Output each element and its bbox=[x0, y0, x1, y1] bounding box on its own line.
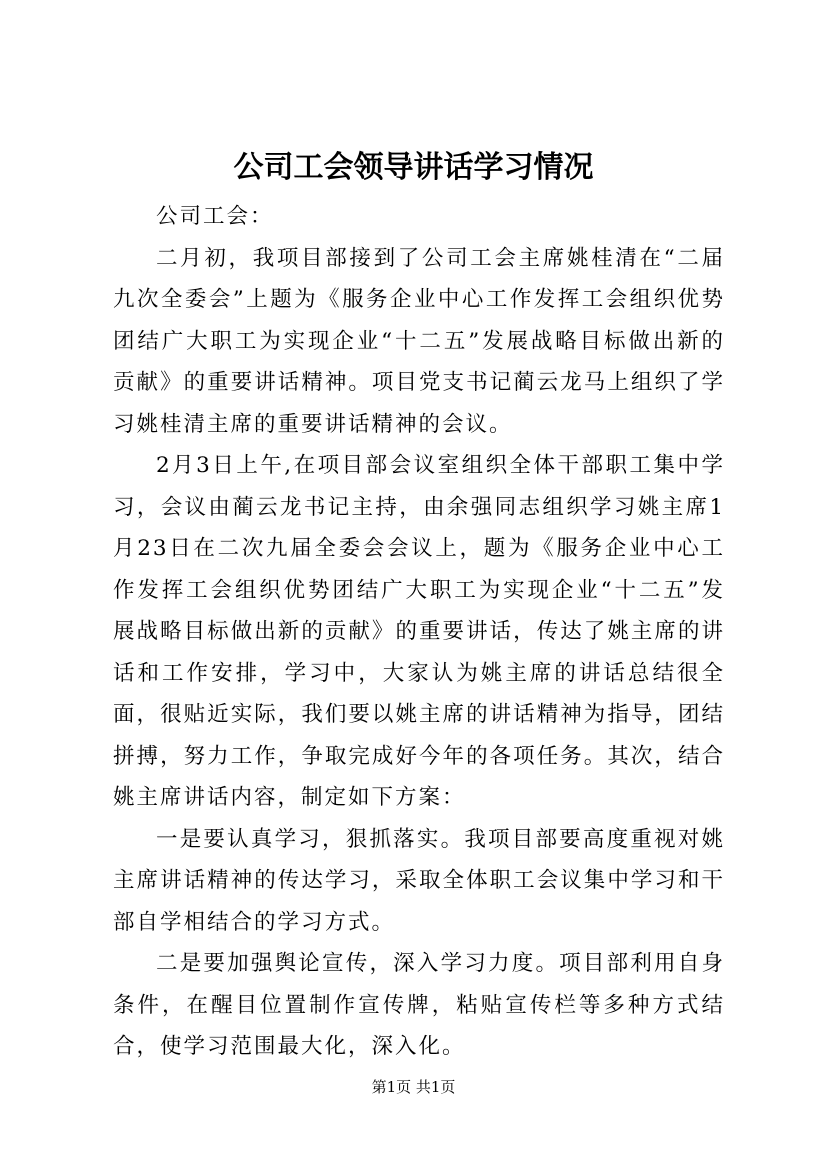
body-paragraph: 一是要认真学习，狠抓落实。我项目部要高度重视对姚主席讲话精神的传达学习，采取全体职工会议集中学习和干部自学相结合的学习方式。 bbox=[113, 826, 725, 935]
salutation-paragraph: 公司工会： bbox=[156, 204, 274, 229]
body-paragraph: 2月3日上午,在项目部会议室组织全体干部职工集中学习，会议由蔺云龙书记主持，由余强同志组织学习姚主席1月23日在二次九届全委会会议上，题为《服务企业中心工作发挥工会组织优势团结广大职工为实现企业“十二五”发展战略目标做出新的贡献》的重要讲话，传达了姚主席的讲话和工作安排，学习中，大家认为姚主席的讲话总结很全面，很贴近实际，我们要以姚主席的讲话精神为指导，团结拼搏，努力工作，争取完成好今年的各项任务。其次，结合姚主席讲话内容，制定如下方案： bbox=[113, 453, 725, 810]
body-paragraph: 二是要加强舆论宣传，深入学习力度。项目部利用自身条件，在醒目位置制作宣传牌，粘贴宣传栏等多种方式结合，使学习范围最大化，深入化。 bbox=[113, 951, 725, 1059]
document-body bbox=[113, 196, 725, 1068]
document-title: 公司工会领导讲话学习情况 bbox=[233, 150, 594, 185]
page-number: 第1页 共1页 bbox=[371, 1078, 456, 1096]
body-paragraph: 二月初，我项目部接到了公司工会主席姚桂清在“二届九次全委会”上题为《服务企业中心工作发挥工会组织优势团结广大职工为实现企业“十二五”发展战略目标做出新的贡献》的重要讲话精神。项目党支书记蔺云龙马上组织了学习姚桂清主席的重要讲话精神的会议。 bbox=[113, 245, 725, 437]
page-footer bbox=[0, 1077, 827, 1097]
